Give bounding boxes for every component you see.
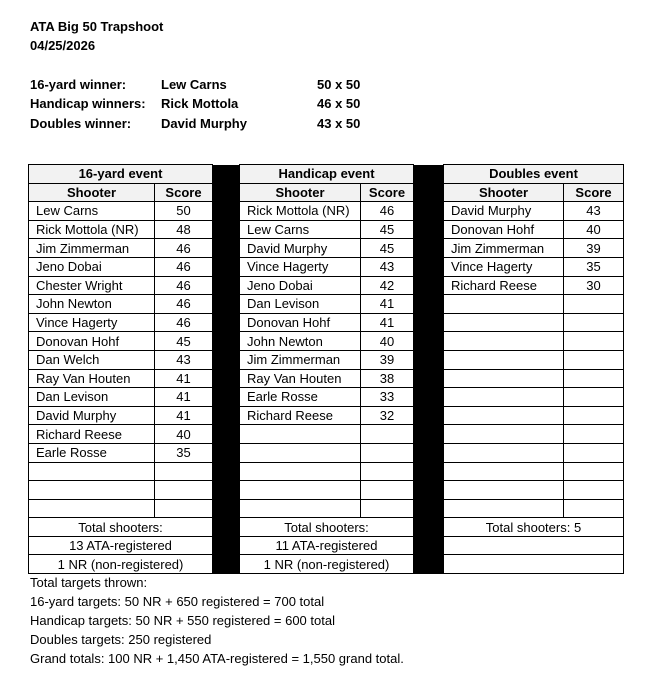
shooter-name: Dan Levison — [29, 388, 155, 407]
empty-cell — [564, 313, 624, 332]
shooter-score: 40 — [564, 220, 624, 239]
shooter-name: Earle Rosse — [240, 388, 361, 407]
empty-cell — [361, 443, 414, 462]
shooter-name: Jeno Dobai — [29, 257, 155, 276]
empty-cell — [564, 499, 624, 518]
shooter-score: 45 — [361, 239, 414, 258]
shooter-score: 48 — [155, 220, 213, 239]
shooter-name: Vince Hagerty — [444, 257, 564, 276]
empty-cell — [444, 499, 564, 518]
totals-row — [29, 555, 624, 574]
column-header-shooter: Shooter — [240, 183, 361, 202]
empty-cell — [444, 350, 564, 369]
shooter-score: 43 — [155, 350, 213, 369]
empty-cell — [29, 499, 155, 518]
shooter-name: Ray Van Houten — [240, 369, 361, 388]
column-header-score: Score — [155, 183, 213, 202]
table-row — [29, 481, 624, 500]
table-row — [29, 276, 624, 295]
column-header-shooter: Shooter — [444, 183, 564, 202]
shooter-score: 45 — [361, 220, 414, 239]
empty-cell — [564, 350, 624, 369]
column-header-score: Score — [361, 183, 414, 202]
winner-name: Rick Mottola — [161, 96, 239, 111]
column-header-score: Score — [564, 183, 624, 202]
shooter-score: 46 — [155, 257, 213, 276]
shooter-name: Jim Zimmerman — [29, 239, 155, 258]
table-row — [29, 220, 624, 239]
shooter-name: Lew Carns — [240, 220, 361, 239]
shooter-score: 41 — [155, 406, 213, 425]
winner-label: 16-yard winner: — [30, 77, 127, 92]
shooter-score: 41 — [361, 295, 414, 314]
shooter-score: 46 — [155, 313, 213, 332]
empty-cell — [564, 369, 624, 388]
shooter-name: Chester Wright — [29, 276, 155, 295]
winner-score: 46 x 50 — [317, 96, 361, 111]
shooter-name: John Newton — [29, 295, 155, 314]
column-header-row — [29, 183, 624, 202]
shooter-name: Richard Reese — [240, 406, 361, 425]
shooter-score: 45 — [155, 332, 213, 351]
targets-grand-total: Grand totals: 100 NR + 1,450 ATA-registered = 1,550 grand total. — [30, 651, 404, 666]
shooter-score: 33 — [361, 388, 414, 407]
winner-row — [30, 114, 430, 133]
empty-cell — [444, 388, 564, 407]
total-shooters: 13 ATA-registered — [29, 536, 213, 555]
shooter-score: 39 — [361, 350, 414, 369]
shooter-name: Jeno Dobai — [240, 276, 361, 295]
shooter-score: 43 — [361, 257, 414, 276]
shooter-score: 40 — [155, 425, 213, 444]
shooter-name: Vince Hagerty — [240, 257, 361, 276]
event-title-row — [29, 165, 624, 184]
table-row — [29, 369, 624, 388]
empty-cell — [444, 443, 564, 462]
empty-cell — [361, 425, 414, 444]
shooter-name: David Murphy — [240, 239, 361, 258]
empty-cell — [155, 499, 213, 518]
table-row — [29, 239, 624, 258]
table-row — [29, 406, 624, 425]
shooter-name: David Murphy — [444, 202, 564, 221]
shooter-score: 30 — [564, 276, 624, 295]
empty-cell — [444, 332, 564, 351]
shooter-name: Jim Zimmerman — [240, 350, 361, 369]
shooter-name: Donovan Hohf — [240, 313, 361, 332]
table-row — [29, 202, 624, 221]
empty-cell — [564, 443, 624, 462]
winner-label: Doubles winner: — [30, 116, 132, 131]
shooter-score: 38 — [361, 369, 414, 388]
table-row — [29, 443, 624, 462]
event-title: Doubles event — [444, 165, 624, 184]
table-row — [29, 462, 624, 481]
winner-row — [30, 94, 430, 113]
separator-bar — [213, 165, 240, 574]
empty-cell — [444, 536, 624, 555]
table-row — [29, 295, 624, 314]
shooter-name: Earle Rosse — [29, 443, 155, 462]
shooter-score: 41 — [155, 369, 213, 388]
targets-doubles: Doubles targets: 250 registered — [30, 632, 212, 647]
total-shooters: 1 NR (non-registered) — [240, 555, 414, 574]
shooter-score: 46 — [361, 202, 414, 221]
table-row — [29, 388, 624, 407]
empty-cell — [444, 555, 624, 574]
total-shooters: Total shooters: 5 — [444, 518, 624, 537]
empty-cell — [155, 462, 213, 481]
shooter-score: 41 — [361, 313, 414, 332]
table-row — [29, 332, 624, 351]
shooter-name: Richard Reese — [29, 425, 155, 444]
targets-summary — [30, 573, 404, 668]
winner-label: Handicap winners: — [30, 96, 146, 111]
empty-cell — [444, 406, 564, 425]
event-title: 16-yard event — [29, 165, 213, 184]
shooter-score: 41 — [155, 388, 213, 407]
winner-score: 50 x 50 — [317, 77, 361, 92]
empty-cell — [564, 406, 624, 425]
table-row — [29, 499, 624, 518]
shooter-score: 46 — [155, 239, 213, 258]
targets-handicap: Handicap targets: 50 NR + 550 registered = 600 total — [30, 613, 335, 628]
empty-cell — [240, 481, 361, 500]
table-row — [29, 350, 624, 369]
empty-cell — [361, 499, 414, 518]
total-shooters: Total shooters: — [29, 518, 213, 537]
shooter-score: 32 — [361, 406, 414, 425]
empty-cell — [240, 425, 361, 444]
shooter-score: 42 — [361, 276, 414, 295]
totals-row — [29, 518, 624, 537]
shooter-score: 35 — [564, 257, 624, 276]
shooter-name: Lew Carns — [29, 202, 155, 221]
empty-cell — [444, 462, 564, 481]
empty-cell — [564, 388, 624, 407]
total-shooters: 11 ATA-registered — [240, 536, 414, 555]
table-row — [29, 257, 624, 276]
document-title: ATA Big 50 Trapshoot — [30, 19, 164, 34]
empty-cell — [564, 295, 624, 314]
event-title: Handicap event — [240, 165, 414, 184]
table-row — [29, 313, 624, 332]
column-header-shooter: Shooter — [29, 183, 155, 202]
empty-cell — [240, 499, 361, 518]
shooter-name: Jim Zimmerman — [444, 239, 564, 258]
empty-cell — [361, 481, 414, 500]
shooter-score: 39 — [564, 239, 624, 258]
shooter-score: 43 — [564, 202, 624, 221]
shooter-name: Donovan Hohf — [29, 332, 155, 351]
shooter-name: David Murphy — [29, 406, 155, 425]
separator-bar — [414, 165, 444, 574]
winner-name: Lew Carns — [161, 77, 227, 92]
empty-cell — [564, 425, 624, 444]
shooter-name: Dan Levison — [240, 295, 361, 314]
empty-cell — [29, 462, 155, 481]
shooter-name: John Newton — [240, 332, 361, 351]
shooter-name: Donovan Hohf — [444, 220, 564, 239]
document-date: 04/25/2026 — [30, 38, 96, 53]
shooter-name: Vince Hagerty — [29, 313, 155, 332]
empty-cell — [240, 462, 361, 481]
shooter-score: 46 — [155, 276, 213, 295]
empty-cell — [444, 369, 564, 388]
total-shooters: 1 NR (non-registered) — [29, 555, 213, 574]
winner-name: David Murphy — [161, 116, 247, 131]
empty-cell — [564, 481, 624, 500]
results-table — [28, 164, 624, 574]
empty-cell — [444, 313, 564, 332]
shooter-name: Richard Reese — [444, 276, 564, 295]
table-row — [29, 425, 624, 444]
shooter-score: 50 — [155, 202, 213, 221]
empty-cell — [444, 295, 564, 314]
empty-cell — [29, 481, 155, 500]
shooter-name: Dan Welch — [29, 350, 155, 369]
empty-cell — [155, 481, 213, 500]
shooter-score: 46 — [155, 295, 213, 314]
empty-cell — [240, 443, 361, 462]
targets-heading: Total targets thrown: — [30, 575, 148, 590]
shooter-score: 35 — [155, 443, 213, 462]
total-shooters: Total shooters: — [240, 518, 414, 537]
empty-cell — [564, 462, 624, 481]
empty-cell — [564, 332, 624, 351]
winner-row — [30, 75, 430, 94]
targets-16-yard: 16-yard targets: 50 NR + 650 registered = 700 total — [30, 594, 325, 609]
totals-row — [29, 536, 624, 555]
winner-score: 43 x 50 — [317, 116, 361, 131]
shooter-score: 40 — [361, 332, 414, 351]
shooter-name: Rick Mottola (NR) — [29, 220, 155, 239]
empty-cell — [444, 425, 564, 444]
empty-cell — [444, 481, 564, 500]
shooter-name: Ray Van Houten — [29, 369, 155, 388]
shooter-name: Rick Mottola (NR) — [240, 202, 361, 221]
empty-cell — [361, 462, 414, 481]
